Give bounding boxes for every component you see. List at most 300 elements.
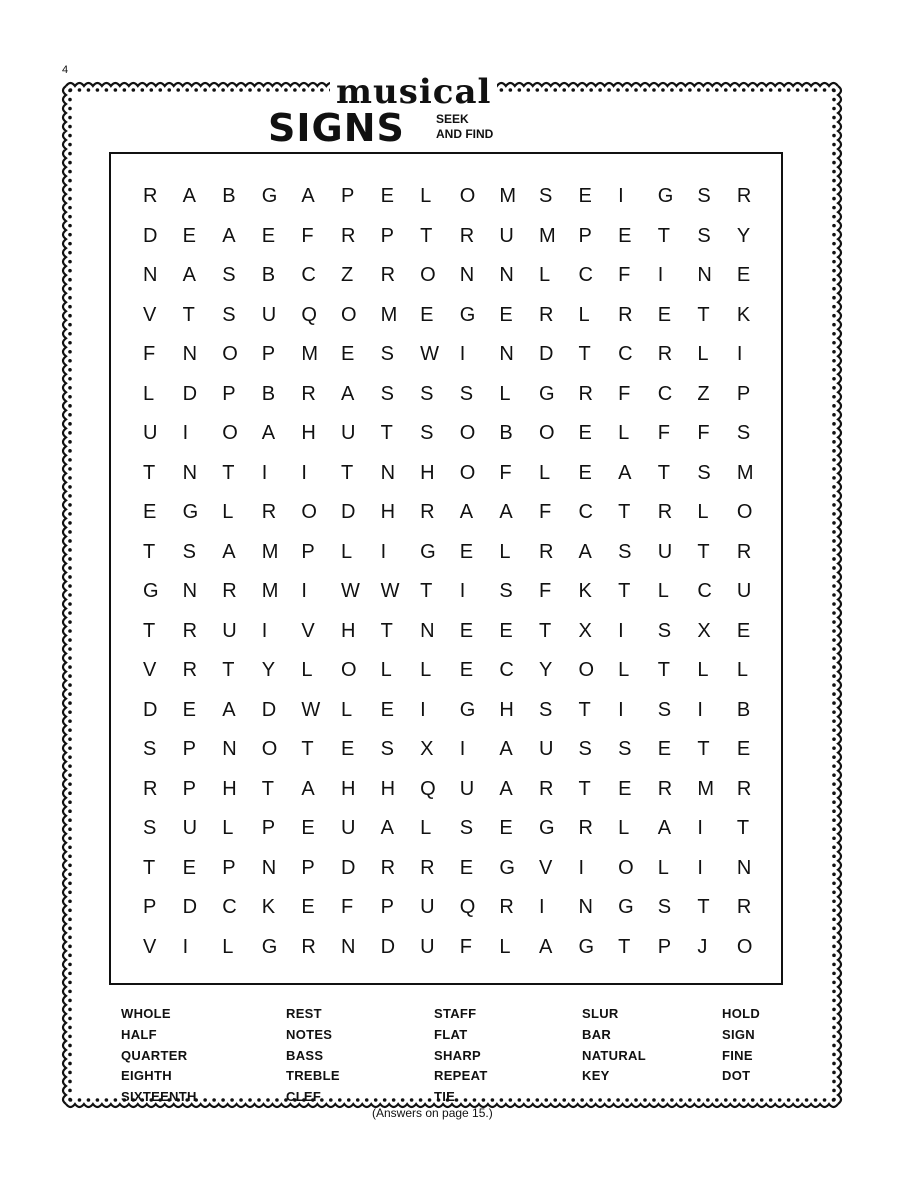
grid-letter: G <box>459 303 476 326</box>
grid-letter: Q <box>301 303 317 326</box>
word-list-item: STAFF <box>434 1006 477 1021</box>
grid-letter: O <box>261 738 278 760</box>
scallop-dot <box>832 900 836 904</box>
scallop-dot <box>832 188 836 192</box>
grid-letter: T <box>222 659 235 681</box>
grid-letter: M <box>301 343 319 365</box>
grid-letter: U <box>420 935 435 958</box>
grid-letter: E <box>143 501 157 523</box>
grid-letter: T <box>578 777 591 800</box>
scallop-dot <box>832 584 836 588</box>
scallop-dot <box>68 467 72 471</box>
grid-letter: L <box>736 659 749 681</box>
scallop-dot <box>68 458 72 462</box>
grid-row <box>131 334 765 374</box>
scallop-dot <box>68 413 72 417</box>
scallop-dot <box>68 656 72 660</box>
scallop-dot <box>68 755 72 759</box>
grid-letter: W <box>380 580 400 602</box>
scallop-dot <box>832 314 836 318</box>
grid-letter: H <box>420 461 435 484</box>
grid-letter: S <box>618 738 632 760</box>
grid-letter: S <box>618 540 632 563</box>
grid-letter: E <box>736 738 751 760</box>
word-column <box>286 1004 340 1108</box>
scallop-dot <box>68 179 72 183</box>
grid-letter: F <box>618 264 631 286</box>
scallop-dot <box>68 692 72 696</box>
grid-row <box>131 571 765 611</box>
grid-letter: T <box>657 224 670 247</box>
grid-letter: S <box>380 738 394 760</box>
grid-letter: U <box>657 540 673 563</box>
grid-letter: R <box>657 501 673 523</box>
scallop-dot <box>68 584 72 588</box>
grid-letter: M <box>697 777 714 800</box>
grid-letter: F <box>538 501 552 523</box>
scallop-dot <box>832 251 836 255</box>
grid-letter: T <box>182 303 195 326</box>
grid-letter: U <box>143 422 158 444</box>
scallop-dot <box>68 332 72 336</box>
scallop-dot <box>832 683 836 687</box>
grid-letter: U <box>538 738 554 760</box>
grid-letter: L <box>222 501 234 523</box>
scallop-dot <box>832 395 836 399</box>
grid-letter: L <box>420 659 432 681</box>
grid-letter: I <box>697 817 703 839</box>
scallop-dot <box>832 539 836 543</box>
grid-letter: U <box>499 224 514 247</box>
scallop-dot <box>68 674 72 678</box>
grid-row <box>131 690 765 730</box>
grid-letter: E <box>459 856 474 879</box>
grid-letter: S <box>182 540 196 563</box>
scallop-dot <box>68 377 72 381</box>
grid-letter: O <box>736 935 753 958</box>
grid-letter: L <box>657 856 669 879</box>
grid-letter: A <box>499 501 513 523</box>
grid-letter: P <box>380 896 394 918</box>
scallop-dot <box>832 981 836 985</box>
scallop-dot <box>832 170 836 174</box>
grid-letter: M <box>261 540 279 563</box>
grid-row <box>131 611 765 651</box>
grid-letter: R <box>420 501 435 523</box>
grid-letter: H <box>380 777 396 800</box>
answers-note: (Answers on page 15.) <box>372 1106 493 1120</box>
scallop-dot <box>68 359 72 363</box>
grid-row <box>131 927 765 967</box>
scallop-dot <box>68 809 72 813</box>
scallop-dot <box>68 152 72 156</box>
grid-letter: E <box>657 303 672 326</box>
grid-letter: I <box>618 698 624 721</box>
grid-letter: C <box>499 659 514 681</box>
grid-row <box>131 887 765 927</box>
grid-letter: O <box>222 422 238 444</box>
grid-letter: A <box>538 935 553 958</box>
scallop-dot <box>832 692 836 696</box>
grid-letter: F <box>538 580 552 602</box>
grid-letter: E <box>261 224 276 247</box>
scallop-dot <box>68 963 72 967</box>
grid-letter: T <box>340 461 354 484</box>
grid-letter: L <box>697 659 709 681</box>
grid-letter: I <box>420 698 426 721</box>
scallop-dot <box>68 737 72 741</box>
grid-letter: T <box>420 224 433 247</box>
grid-letter: R <box>578 817 593 839</box>
word-list-item: NOTES <box>286 1026 333 1042</box>
grid-letter: R <box>578 382 593 405</box>
grid-letter: T <box>420 580 433 602</box>
grid-letter: E <box>499 817 513 839</box>
grid-letter: I <box>657 264 664 286</box>
grid-letter: S <box>578 738 592 760</box>
grid-letter: L <box>143 382 155 405</box>
grid-letter: H <box>340 777 356 800</box>
grid-letter: F <box>618 382 631 405</box>
scallop-dot <box>68 395 72 399</box>
word-list-item: KEY <box>582 1068 610 1084</box>
grid-letter: V <box>143 935 157 958</box>
scallop-dot <box>832 674 836 678</box>
grid-letter: O <box>340 659 357 681</box>
scallop-dot <box>68 530 72 534</box>
grid-letter: D <box>380 935 396 958</box>
grid-letter: I <box>697 698 703 721</box>
grid-letter: S <box>380 382 394 405</box>
scallop-dot <box>832 728 836 732</box>
grid-letter: G <box>657 185 674 207</box>
grid-letter: E <box>578 185 592 207</box>
grid-letter: T <box>380 619 393 642</box>
scallop-dot <box>68 909 72 913</box>
scallop-dot <box>68 945 72 949</box>
word-list-item: CLEF <box>286 1089 322 1105</box>
scallop-dot <box>832 593 836 597</box>
grid-letter: G <box>261 185 278 207</box>
grid-letter: S <box>222 303 236 326</box>
grid-letter: L <box>499 935 511 958</box>
grid-letter: U <box>261 303 277 326</box>
grid-letter: O <box>618 856 634 879</box>
word-list-item: TIE <box>434 1089 456 1105</box>
grid-letter: W <box>340 580 360 602</box>
grid-letter: E <box>736 264 751 286</box>
title-musical: musical <box>330 74 497 110</box>
grid-letter: G <box>618 896 634 918</box>
grid-letter: B <box>222 185 236 207</box>
grid-letter: O <box>459 185 476 207</box>
grid-letter: E <box>657 738 672 760</box>
scallop-dot <box>68 170 72 174</box>
word-column <box>582 1004 646 1087</box>
grid-letter: R <box>143 185 158 207</box>
grid-letter: S <box>538 185 553 207</box>
scallop-dot <box>832 404 836 408</box>
grid-letter: I <box>301 461 307 484</box>
scallop-dot <box>832 278 836 282</box>
grid-letter: T <box>618 935 631 958</box>
scallop-dot <box>832 161 836 165</box>
grid-letter: G <box>261 935 278 958</box>
grid-letter: C <box>657 382 673 405</box>
scallop-dot <box>68 782 72 786</box>
grid-letter: U <box>340 422 356 444</box>
scallop-dot <box>832 854 836 858</box>
grid-letter: O <box>222 343 238 365</box>
grid-letter: B <box>261 382 276 405</box>
scallop-dot <box>832 602 836 606</box>
grid-letter: H <box>301 422 316 444</box>
scallop-dot <box>832 503 836 507</box>
grid-letter: A <box>301 185 315 207</box>
grid-letter: D <box>340 856 356 879</box>
grid-row <box>131 255 765 295</box>
grid-letter: S <box>697 461 711 484</box>
grid-letter: K <box>736 303 751 326</box>
subtitle-seek: SEEK <box>436 112 469 126</box>
grid-letter: A <box>301 777 315 800</box>
puzzle-title <box>0 70 900 150</box>
scallop-dot <box>832 197 836 201</box>
grid-letter: G <box>182 501 199 523</box>
scallop-dot <box>832 746 836 750</box>
grid-letter: O <box>538 422 555 444</box>
scallop-dot <box>68 863 72 867</box>
grid-letter: U <box>736 580 752 602</box>
grid-letter: A <box>499 738 513 760</box>
scallop-dot <box>832 863 836 867</box>
scallop-dot <box>832 836 836 840</box>
grid-row <box>131 413 765 453</box>
scallop-dot <box>68 954 72 958</box>
grid-letter: T <box>657 659 670 681</box>
grid-letter: O <box>459 422 476 444</box>
scallop-dot <box>832 179 836 183</box>
scallop-dot <box>832 377 836 381</box>
scallop-dot <box>68 440 72 444</box>
grid-letter: L <box>657 580 669 602</box>
grid-letter: G <box>499 856 515 879</box>
grid-letter: D <box>182 896 198 918</box>
scallop-dot <box>832 152 836 156</box>
scallop-dot <box>68 314 72 318</box>
scallop-dot <box>832 512 836 516</box>
scallop-dot <box>832 224 836 228</box>
grid-letter: F <box>657 422 670 444</box>
grid-row <box>131 176 765 216</box>
grid-row <box>131 216 765 256</box>
grid-letter: L <box>697 343 709 365</box>
scallop-dot <box>68 638 72 642</box>
grid-letter: N <box>143 264 158 286</box>
scallop-dot <box>68 710 72 714</box>
grid-letter: F <box>459 935 472 958</box>
scallop-dot <box>832 909 836 913</box>
scallop-dot <box>68 845 72 849</box>
grid-letter: E <box>499 303 513 326</box>
grid-letter: L <box>420 185 432 207</box>
scallop-dot <box>832 918 836 922</box>
scallop-dot <box>68 269 72 273</box>
scallop-dot <box>832 566 836 570</box>
scallop-edge <box>838 86 841 1104</box>
grid-letter: B <box>736 698 751 721</box>
scallop-dot <box>832 530 836 534</box>
scallop-dot <box>68 746 72 750</box>
word-list-item: SLUR <box>582 1006 619 1021</box>
grid-letter: M <box>538 224 556 247</box>
grid-letter: R <box>380 856 396 879</box>
grid-letter: P <box>261 343 276 365</box>
grid-letter: I <box>618 185 624 207</box>
grid-letter: L <box>301 659 313 681</box>
grid-letter: P <box>182 777 196 800</box>
grid-letter: M <box>736 461 754 484</box>
scallop-dot <box>68 494 72 498</box>
scallop-dot <box>68 242 72 246</box>
scallop-dot <box>832 575 836 579</box>
scallop-dot <box>68 233 72 237</box>
grid-letter: R <box>182 619 198 642</box>
word-search-grid-box <box>109 152 783 985</box>
grid-letter: C <box>301 264 316 286</box>
scallop-dot <box>832 269 836 273</box>
grid-letter: E <box>459 659 474 681</box>
grid-letter: R <box>380 264 396 286</box>
scallop-dot <box>832 719 836 723</box>
scallop-dot <box>832 548 836 552</box>
grid-letter: F <box>143 343 156 365</box>
grid-letter: T <box>578 343 591 365</box>
scallop-dot <box>68 881 72 885</box>
scallop-dot <box>68 341 72 345</box>
grid-letter: A <box>222 540 236 563</box>
scallop-dot <box>832 809 836 813</box>
grid-letter: X <box>578 619 592 642</box>
grid-letter: E <box>459 619 474 642</box>
grid-letter: R <box>420 856 435 879</box>
scallop-dot <box>832 467 836 471</box>
scallop-dot <box>832 845 836 849</box>
grid-letter: C <box>697 580 712 602</box>
scallop-dot <box>68 999 72 1003</box>
grid-letter: N <box>459 264 475 286</box>
grid-letter: I <box>697 856 703 879</box>
grid-letter: G <box>459 698 476 721</box>
grid-letter: N <box>499 343 514 365</box>
scallop-dot <box>832 647 836 651</box>
grid-letter: E <box>420 303 434 326</box>
grid-letter: I <box>261 619 268 642</box>
scallop-dot <box>68 206 72 210</box>
scallop-dot <box>68 918 72 922</box>
grid-letter: I <box>261 461 268 484</box>
grid-letter: I <box>736 343 743 365</box>
grid-letter: R <box>222 580 237 602</box>
grid-letter: F <box>301 224 314 247</box>
grid-letter: R <box>736 777 752 800</box>
grid-letter: E <box>340 343 355 365</box>
scallop-dot <box>68 224 72 228</box>
subtitle-and-find: AND FIND <box>436 127 494 141</box>
scallop-dot <box>832 413 836 417</box>
scallop-dot <box>832 963 836 967</box>
grid-letter: E <box>459 540 474 563</box>
scallop-dot <box>832 242 836 246</box>
scallop-dot <box>68 215 72 219</box>
scallop-dot <box>68 368 72 372</box>
grid-letter: R <box>459 224 475 247</box>
scallop-dot <box>832 872 836 876</box>
grid-letter: T <box>697 540 710 563</box>
grid-letter: T <box>697 303 710 326</box>
grid-letter: I <box>380 540 387 563</box>
grid-letter: T <box>736 817 750 839</box>
grid-letter: D <box>340 501 356 523</box>
grid-letter: E <box>301 817 315 839</box>
grid-letter: X <box>697 619 711 642</box>
grid-letter: T <box>697 738 710 760</box>
scallop-dot <box>832 440 836 444</box>
grid-letter: R <box>736 185 752 207</box>
scallop-dot <box>68 927 72 931</box>
scallop-dot <box>832 881 836 885</box>
grid-letter: U <box>420 896 435 918</box>
scallop-dot <box>832 791 836 795</box>
word-list-item: SIXTEENTH <box>121 1089 197 1105</box>
scallop-dot <box>832 449 836 453</box>
grid-letter: L <box>340 540 353 563</box>
grid-letter: E <box>340 738 355 760</box>
grid-letter: U <box>459 777 475 800</box>
grid-letter: F <box>340 896 354 918</box>
grid-letter: P <box>340 185 355 207</box>
grid-letter: R <box>538 777 554 800</box>
scallop-dot <box>832 656 836 660</box>
scallop-dot <box>832 215 836 219</box>
grid-letter: P <box>657 935 672 958</box>
page-number: 4 <box>62 64 69 76</box>
grid-letter: A <box>222 698 236 721</box>
grid-letter: P <box>578 224 592 247</box>
grid-letter: S <box>459 817 474 839</box>
scallop-dot <box>68 566 72 570</box>
grid-letter: A <box>618 461 632 484</box>
scallop-dot <box>68 773 72 777</box>
grid-letter: A <box>261 422 276 444</box>
grid-letter: Y <box>736 224 751 247</box>
grid-letter: F <box>499 461 512 484</box>
scallop-dot <box>832 341 836 345</box>
grid-letter: E <box>301 896 315 918</box>
grid-letter: T <box>261 777 274 800</box>
grid-letter: O <box>459 461 476 484</box>
grid-letter: C <box>578 501 593 523</box>
grid-letter: R <box>182 659 198 681</box>
grid-letter: P <box>380 224 394 247</box>
grid-letter: I <box>459 580 466 602</box>
grid-letter: L <box>222 935 234 958</box>
scallop-dot <box>68 593 72 597</box>
grid-letter: L <box>499 382 511 405</box>
grid-letter: L <box>340 698 353 721</box>
scallop-dot <box>832 359 836 363</box>
grid-letter: M <box>261 580 279 602</box>
